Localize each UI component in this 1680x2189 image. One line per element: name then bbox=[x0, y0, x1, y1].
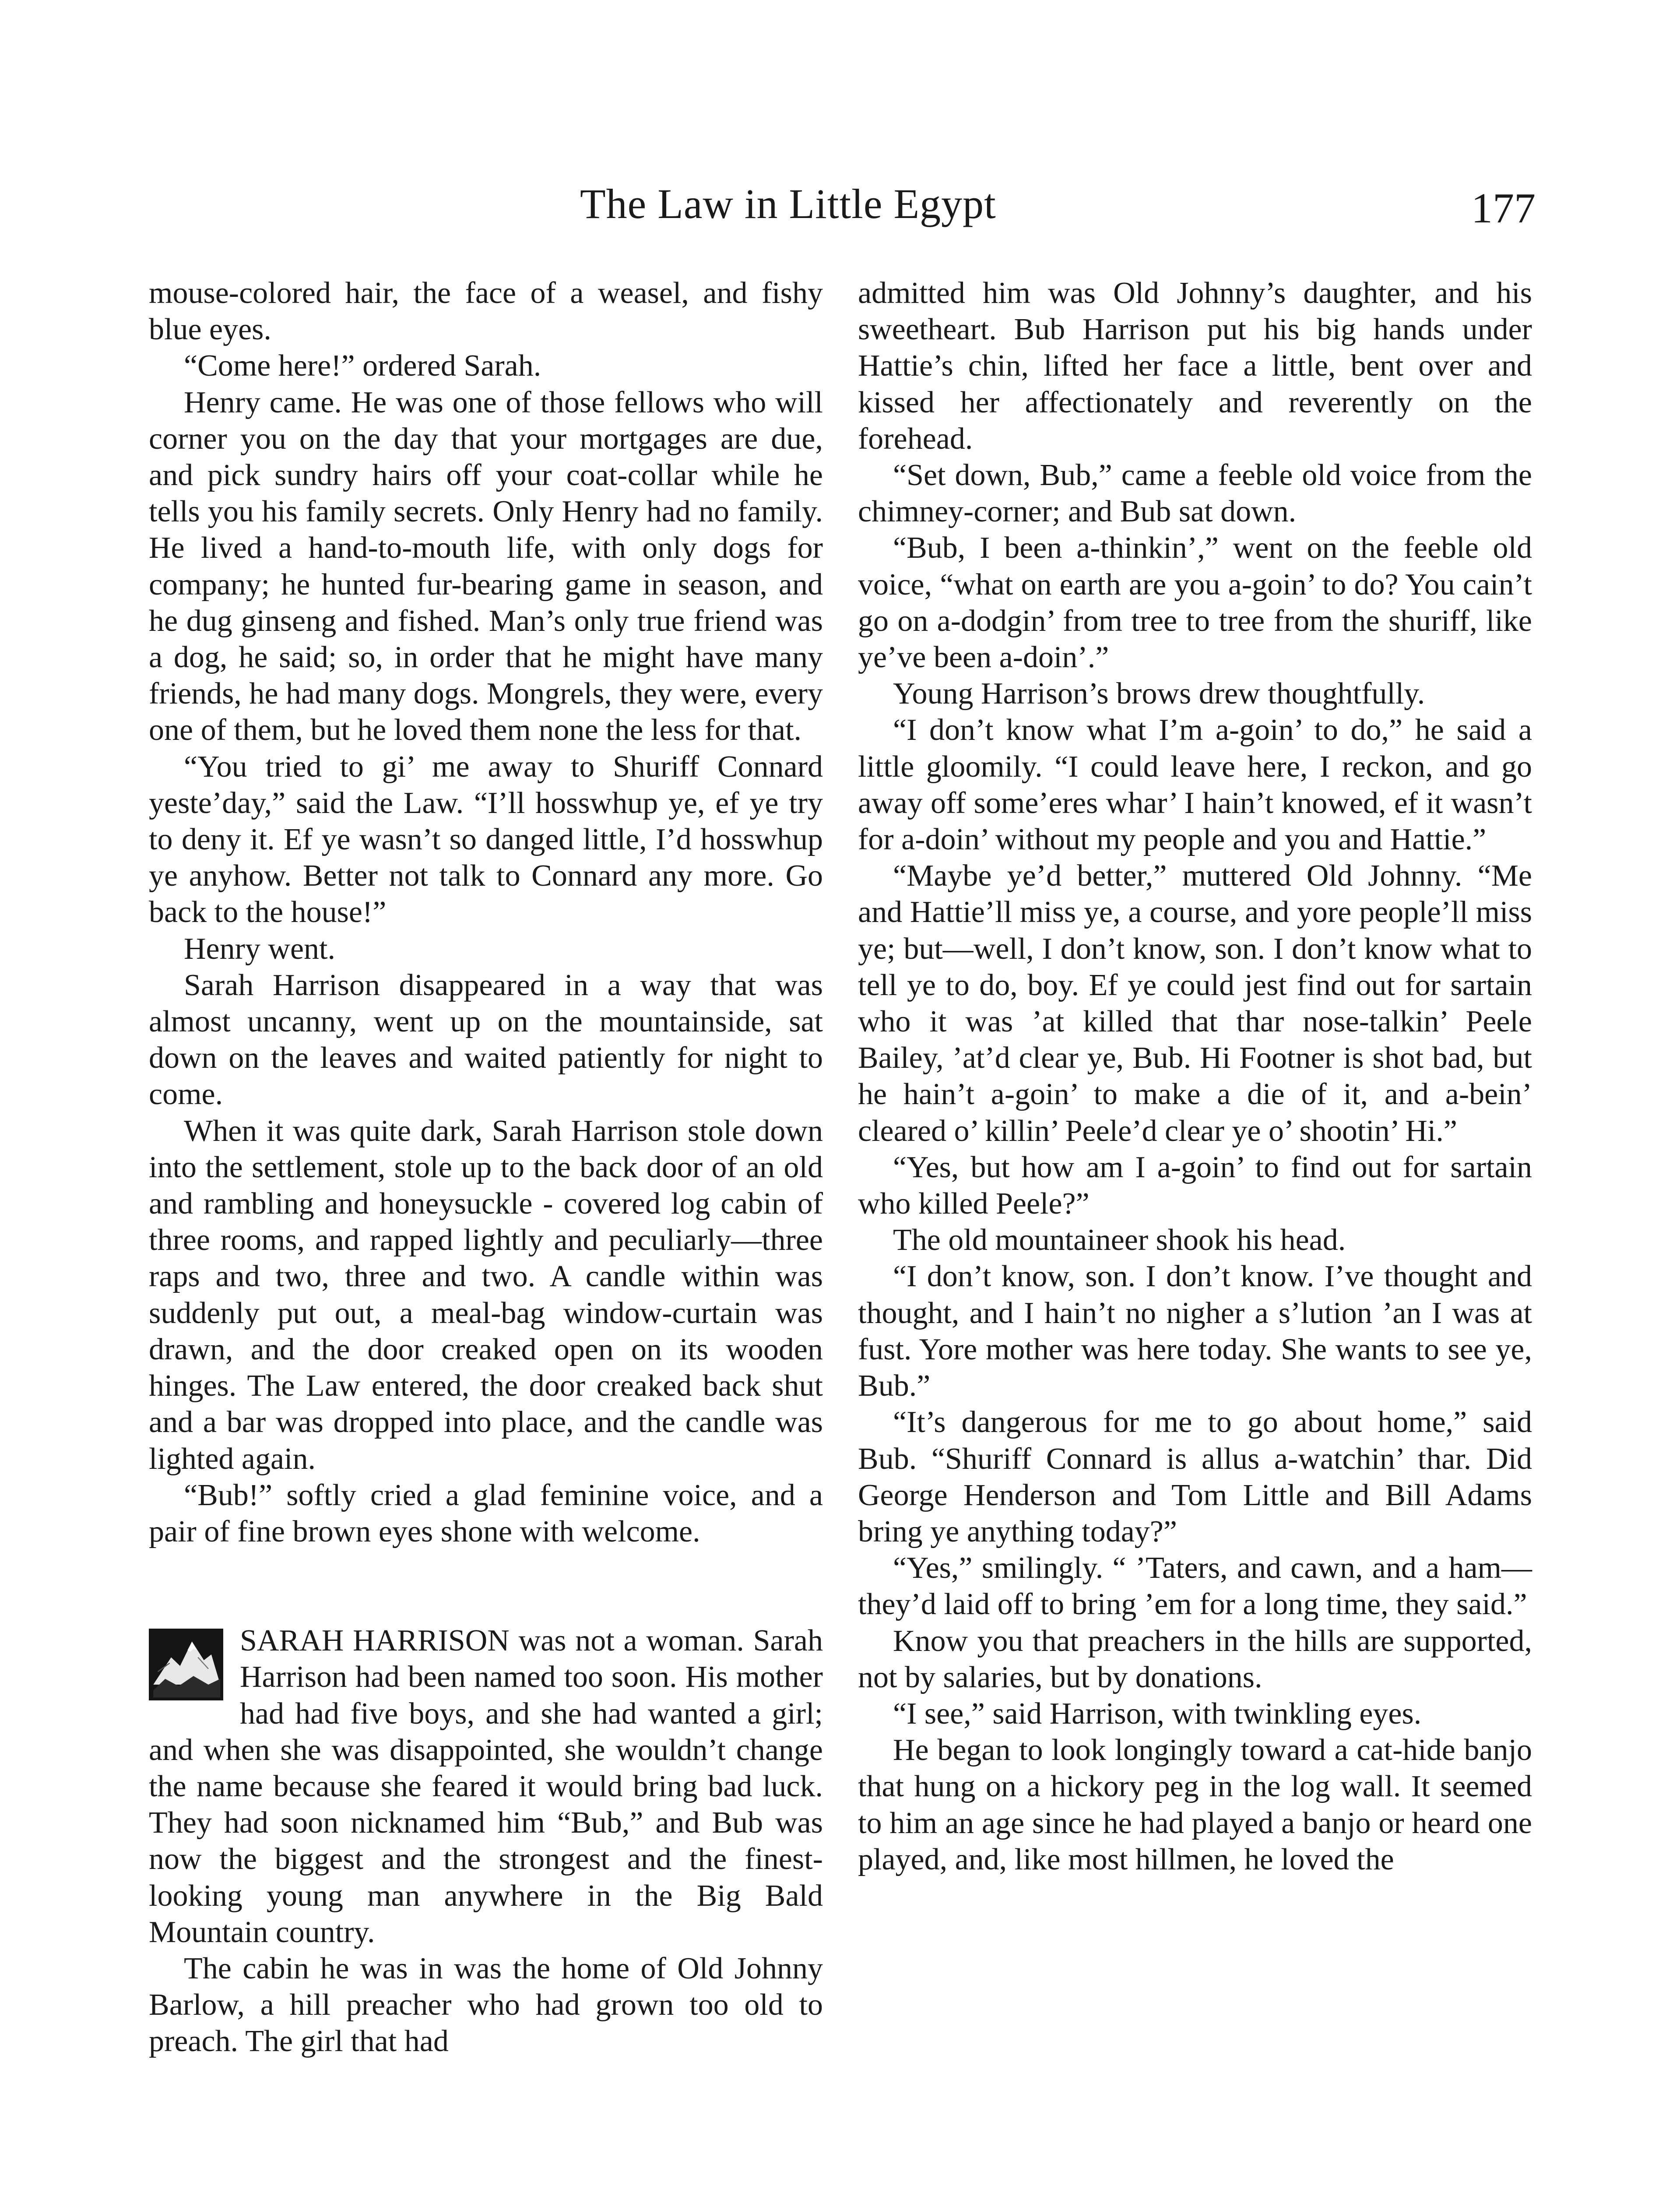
paragraph: “I don’t know, son. I don’t know. I’ve thought and thought, and I hain’t no nigher a s’lution ’an I was at fust. Yore mother was here today. She wants to see ye, Bub.” bbox=[858, 1260, 1532, 1403]
paragraph: “Yes, but how am I a-goin’ to find out for sartain who killed Peele?” bbox=[858, 1150, 1532, 1221]
paragraph: “Maybe ye’d better,” muttered Old Johnny. “Me and Hattie’ll miss ye, a course, and yore people’ll miss ye; but—well, I don’t know, son. I don’t know what to tell ye to do, boy. Ef ye could jest find out for sartain who it was ’at killed that thar nose-talkin’ Peele Bailey, ’at’d clear ye, Bub. Hi Footner is shot bad, but he hain’t a-goin’ to make a die of it, and a-bein’ cleared o’ killin’ Peele’d clear ye o’ shootin’ Hi.” bbox=[858, 859, 1532, 1148]
paragraph: admitted him was Old Johnny’s daughter, and his sweetheart. Bub Harrison put his big hands under Hattie’s chin, lifted her face a little, bent over and kissed her affectionately and reverently on the forehead. bbox=[858, 276, 1532, 456]
right-column bbox=[858, 275, 1532, 1878]
paragraph: “I see,” said Harrison, with twinkling eyes. bbox=[893, 1696, 1422, 1731]
paragraph: “Bub!” softly cried a glad feminine voice, and a pair of fine brown eyes shone with welcome. bbox=[149, 1478, 823, 1548]
paragraph: “Set down, Bub,” came a feeble old voice from the chimney-corner; and Bub sat down. bbox=[858, 458, 1532, 529]
left-column bbox=[149, 275, 823, 2060]
paragraph: “Yes,” smilingly. “ ’Taters, and cawn, and a ham—they’d laid off to bring ’em for a long time, they said.” bbox=[858, 1551, 1532, 1622]
mountain-vignette-icon bbox=[149, 1629, 223, 1700]
paragraph: “Come here!” ordered Sarah. bbox=[184, 349, 541, 383]
paragraph: Young Harrison’s brows drew thoughtfully. bbox=[893, 677, 1425, 711]
paragraph: When it was quite dark, Sarah Harrison stole down into the settlement, stole up to the back door of an old and rambling and honeysuckle - covered log cabin of three rooms, and rapped lightly and peculiarly—three raps and two, three and two. A candle within was suddenly put out, a meal-bag window-curtain was drawn, and the door creaked open on its wooden hinges. The Law entered, the door creaked back shut and a bar was dropped into place, and the candle was lighted again. bbox=[149, 1114, 823, 1476]
section-opening-paragraph: SARAH HARRISON was not a woman. Sarah Harrison had been named too soon. His mother had had five boys, and she had wanted a girl; and when she was disappointed, she wouldn’t change the name because she feared it would bring bad luck. They had soon nicknamed him “Bub,” and Bub was now the biggest and the strongest and the finest-looking young man anywhere in the Big Bald Mountain country. bbox=[149, 1624, 823, 1949]
running-title: The Law in Little Egypt bbox=[580, 180, 996, 227]
paragraph: Sarah Harrison disappeared in a way that was almost uncanny, went up on the mountainside, sat down on the leaves and waited patiently for night to come. bbox=[149, 968, 823, 1112]
paragraph: Henry went. bbox=[184, 932, 336, 966]
paragraph: The cabin he was in was the home of Old Johnny Barlow, a hill preacher who had grown too old to preach. The girl that had bbox=[149, 1951, 823, 2059]
paragraph: “I don’t know what I’m a-goin’ to do,” he said a little gloomily. “I could leave here, I reckon, and go away off some’eres whar’ I hain’t knowed, ef it wasn’t for a-doin’ without my people and you and Hattie.” bbox=[858, 713, 1532, 857]
page-number: 177 bbox=[1471, 185, 1536, 232]
paragraph: “You tried to gi’ me away to Shuriff Connard yeste’day,” said the Law. “I’ll hosswhup ye, ef ye try to deny it. Ef ye wasn’t so danged little, I’d hosswhup ye anyhow. Better not talk to Connard any more. Go back to the house!” bbox=[149, 750, 823, 929]
paragraph: Know you that preachers in the hills are supported, not by salaries, but by donations. bbox=[858, 1624, 1532, 1694]
paragraph: The old mountaineer shook his head. bbox=[893, 1223, 1346, 1257]
paragraph: “Bub, I been a-thinkin’,” went on the feeble old voice, “what on earth are you a-goin’ to do? You cain’t go on a-dodgin’ from tree to tree from the shuriff, like ye’ve been a-doin’.” bbox=[858, 531, 1532, 675]
paragraph: He began to look longingly toward a cat-hide banjo that hung on a hickory peg in the log wall. It seemed to him an age since he had played a banjo or heard one played, and, like most hillmen, he loved the bbox=[858, 1733, 1532, 1876]
paragraph: mouse-colored hair, the face of a weasel, and fishy blue eyes. bbox=[149, 276, 823, 347]
paragraph: Henry came. He was one of those fellows who will corner you on the day that your mortgages are due, and pick sundry hairs off your coat-collar while he tells you his family secrets. Only Henry had no family. He lived a hand-to-mouth life, with only dogs for company; he hunted fur-bearing game in season, and he dug ginseng and fished. Man’s only true friend was a dog, he said; so, in order that he might have many friends, he had many dogs. Mongrels, they were, every one of them, but he loved them none the less for that. bbox=[149, 385, 823, 747]
section-break bbox=[149, 1550, 823, 1622]
paragraph: “It’s dangerous for me to go about home,” said Bub. “Shuriff Connard is allus a-watchin’ thar. Did George Henderson and Tom Little and Bill Adams bring ye anything today?” bbox=[858, 1405, 1532, 1548]
